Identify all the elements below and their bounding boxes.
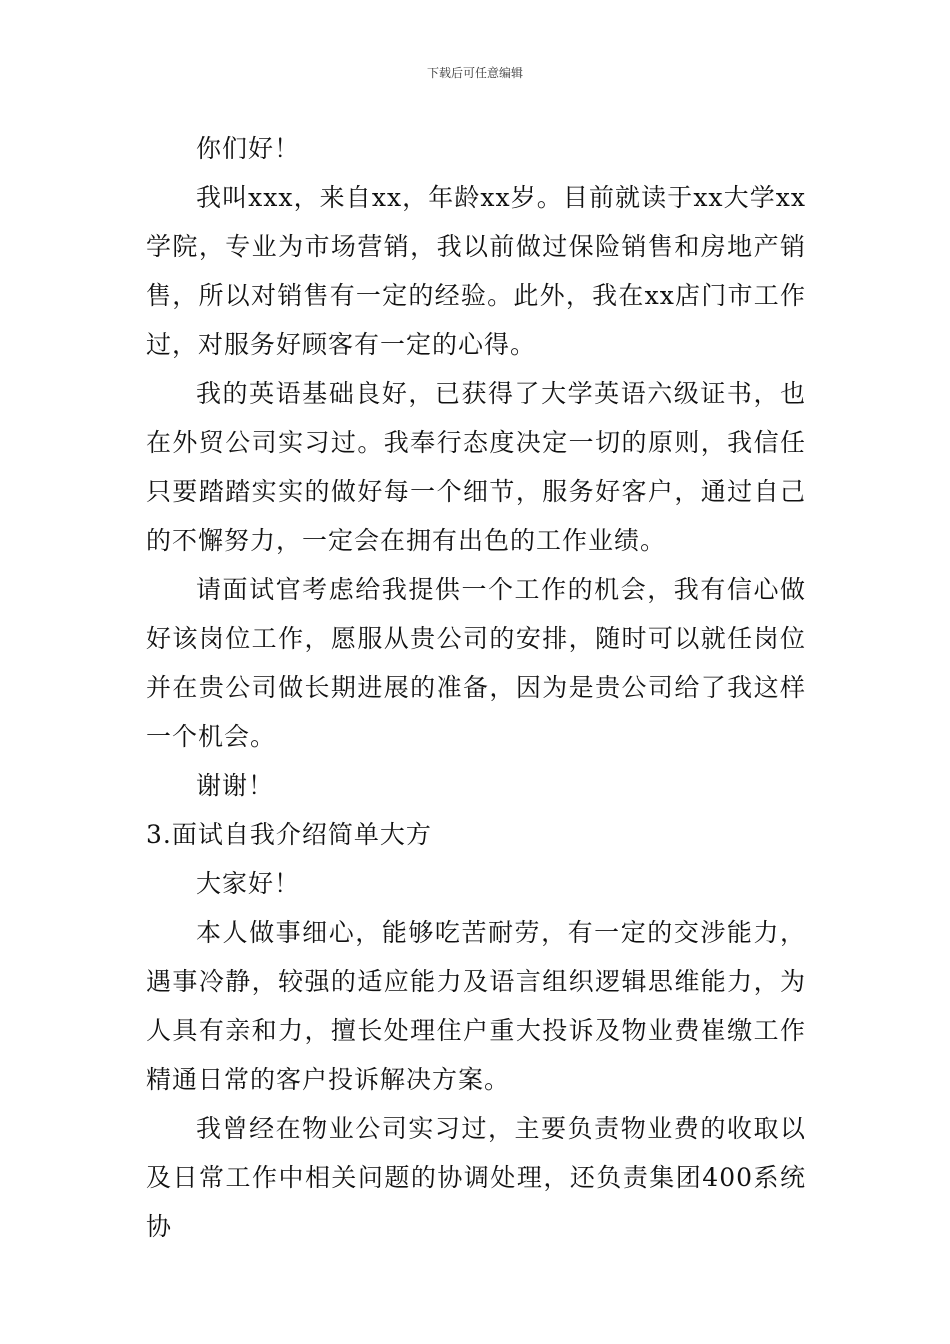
page-header: 下载后可任意编辑	[426, 66, 523, 80]
request-paragraph: 请面试官考虑给我提供一个工作的机会，我有信心做好该岗位工作，愿服从贵公司的安排，随时可以就任岗位并在贵公司做长期进展的准备，因为是贵公司给了我这样一个机会。	[146, 575, 806, 751]
section-heading: 3.面试自我介绍简单大方	[146, 820, 432, 849]
experience-paragraph: 我曾经在物业公司实习过，主要负责物业费的收取以及日常工作中相关问题的协调处理，还负责集团400系统协	[146, 1114, 806, 1241]
intro-paragraph: 我叫xxx，来自xx，年龄xx岁。目前就读于xx大学xx学院，专业为市场营销，我以前做过保险销售和房地产销售，所以对销售有一定的经验。此外，我在xx店门市工作过，对服务好顾客有一定的心得。	[146, 183, 806, 359]
greeting-paragraph-2: 大家好！	[196, 869, 301, 898]
thanks-paragraph: 谢谢！	[196, 771, 275, 800]
greeting-paragraph: 你们好！	[196, 134, 301, 163]
document-body	[146, 124, 806, 1251]
english-paragraph: 我的英语基础良好，已获得了大学英语六级证书，也在外贸公司实习过。我奉行态度决定一切的原则，我信任只要踏踏实实的做好每一个细节，服务好客户，通过自己的不懈努力，一定会在拥有出色的工作业绩。	[146, 379, 806, 555]
traits-paragraph: 本人做事细心，能够吃苦耐劳，有一定的交涉能力，遇事冷静，较强的适应能力及语言组织逻辑思维能力，为人具有亲和力，擅长处理住户重大投诉及物业费崔缴工作精通日常的客户投诉解决方案。	[146, 918, 806, 1094]
